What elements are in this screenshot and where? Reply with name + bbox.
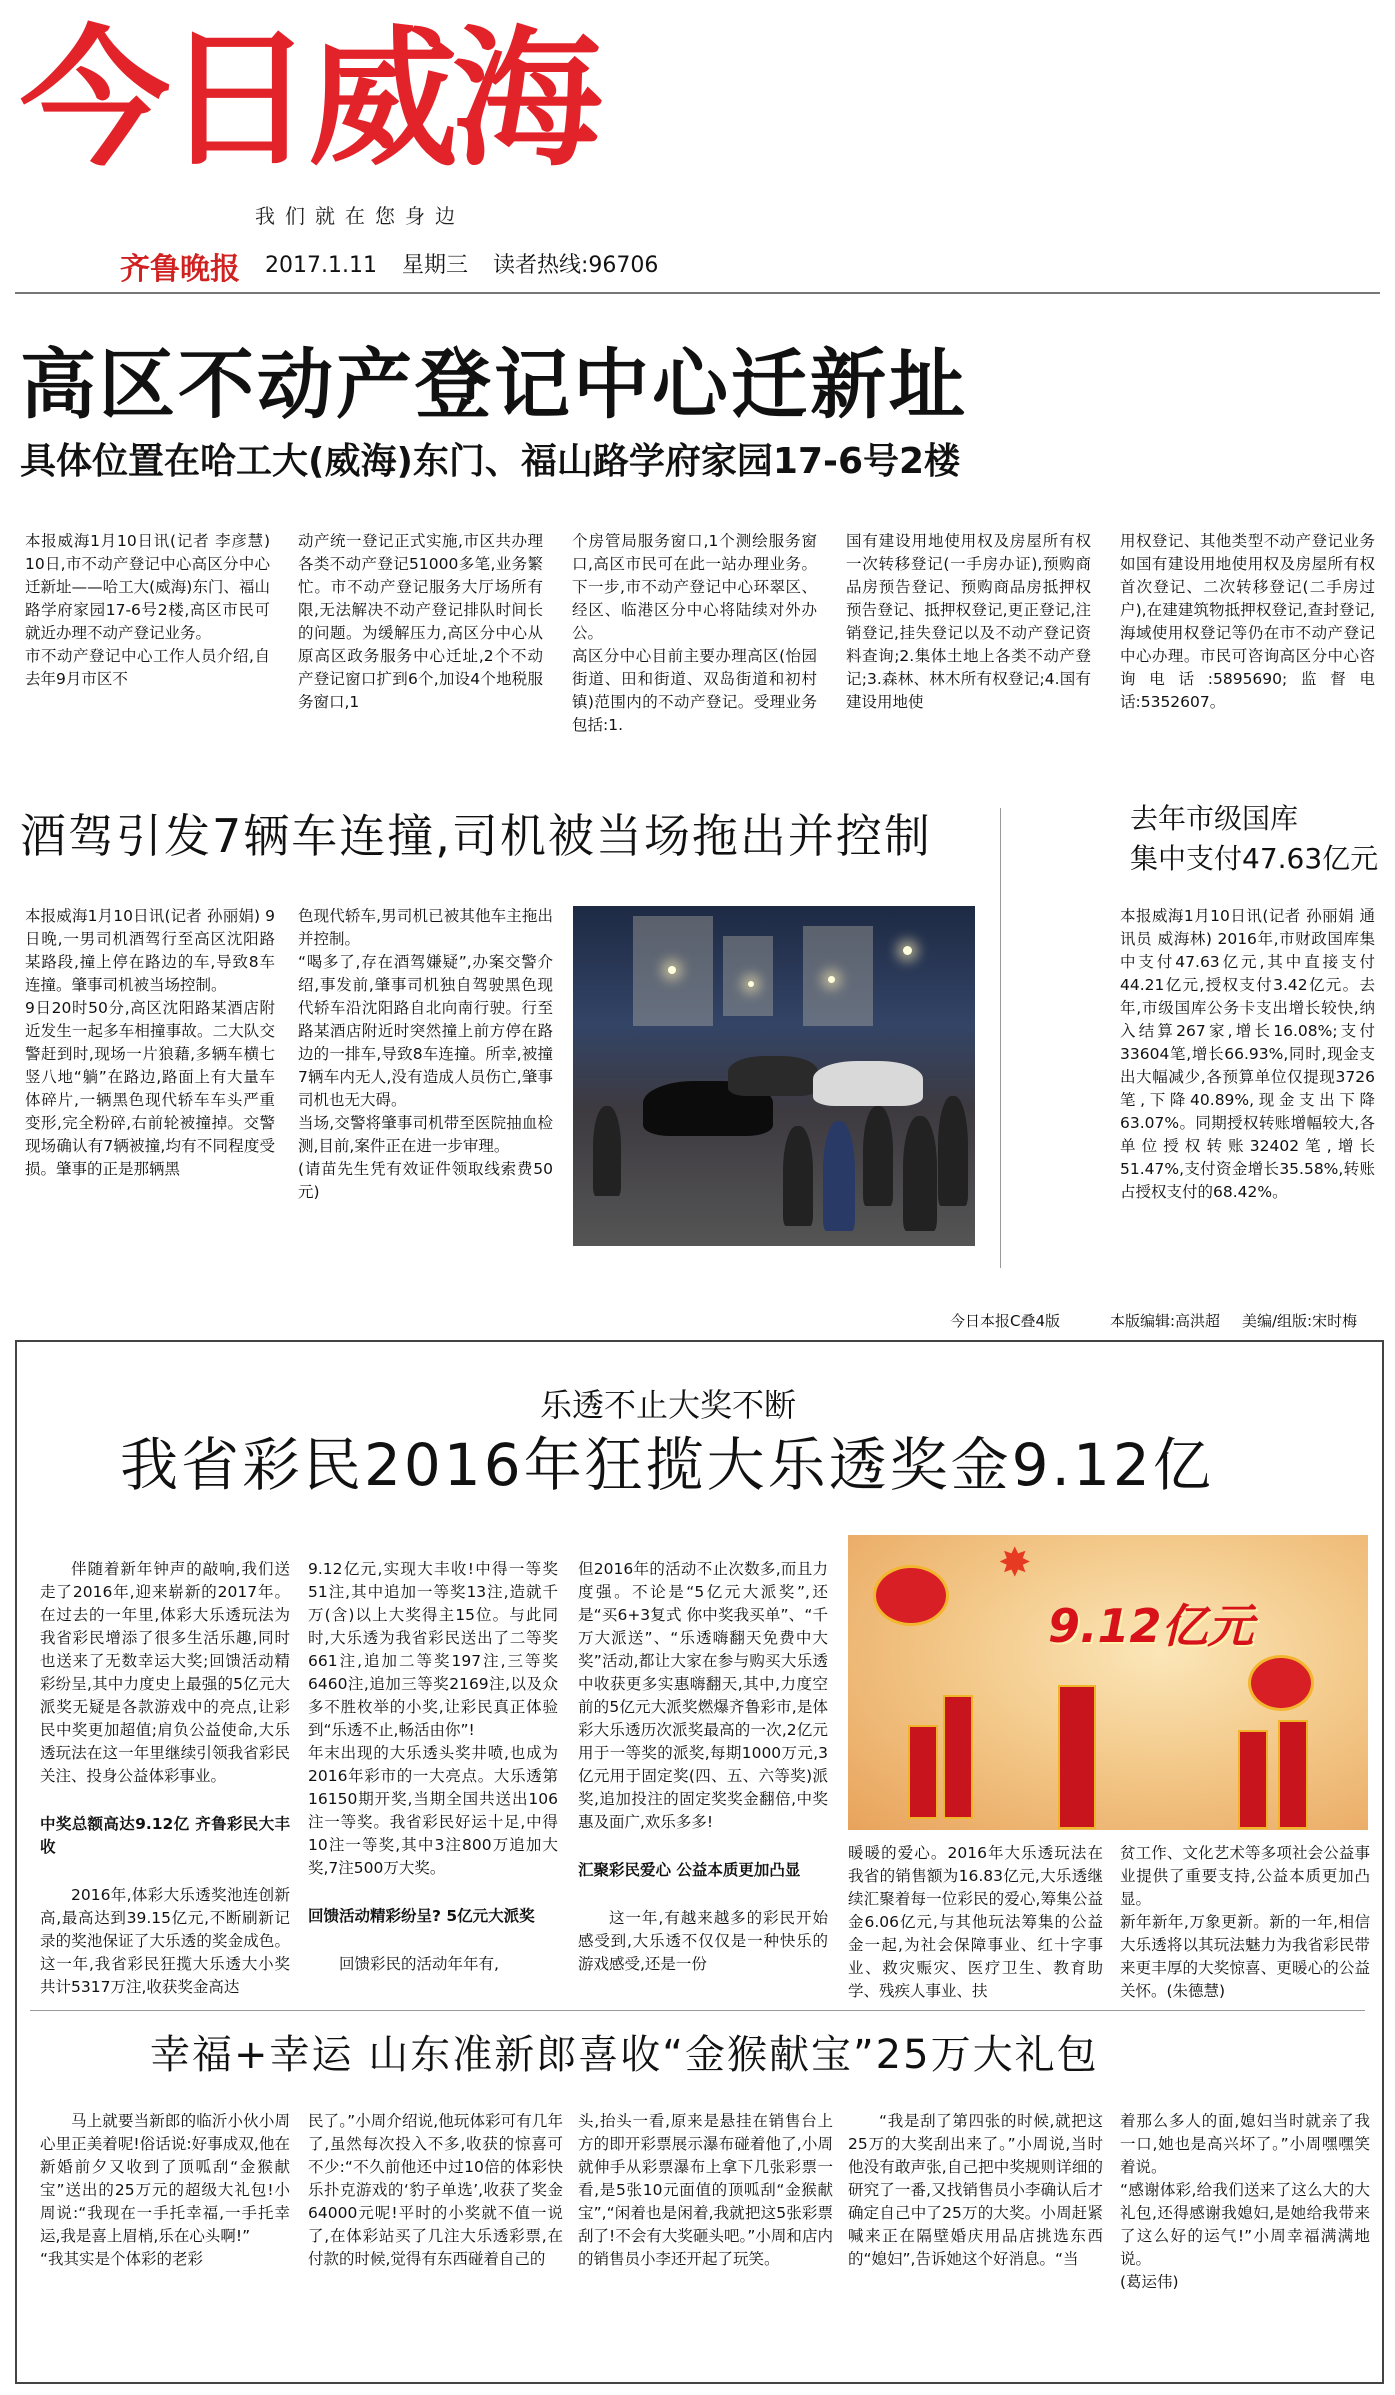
story1-column-1: 本报威海1月10日讯(记者 李彦慧) 10日,市不动产登记中心高区分中心迁新址——哈工大(威海)东门、福山路学府家园17-6号2楼,高区市民可就近办理不动产登记业务。 市不动产登记中心工作人员介绍,自去年9月市区不	[25, 532, 270, 688]
story4-col2b-text: 回馈彩民的活动年年有,	[339, 1955, 499, 1973]
issue-weekday: 星期三	[401, 253, 468, 278]
story1-column-5: 用权登记、其他类型不动产登记业务如国有建设用地使用权及房屋所有权首次登记、二次转移登记(二手房过户),在建建筑物抵押权登记,查封登记,海域使用权登记等仍在市不动产登记中心办理。市民可咨询高区分中心咨询电话:5895690;监督电话:5352607。	[1120, 532, 1375, 711]
story3-headline-line2: 集中支付47.63亿元	[1130, 842, 1379, 875]
page-reference: 今日本报C叠4版	[950, 1312, 1061, 1330]
lantern-icon	[1248, 1655, 1314, 1711]
accident-scene-photo	[573, 906, 975, 1246]
story2-column-1: 本报威海1月10日讯(记者 孙丽娟) 9日晚,一男司机酒驾行至高区沈阳路某路段,撞上停在路边的车,导致8车连撞。肇事司机被当场控制。 9日20时50分,高区沈阳路某酒店附近发生一起多车相撞事故。二大队交警赶到时,现场一片狼藉,多辆车横七竖八地“躺”在路边,路面上有大量车体碎片,一辆黑色现代轿车车头严重变形,完全粉碎,右前轮被撞掉。交警现场确认有7辆被撞,均有不同程度受损。肇事的正是那辆黑	[25, 907, 275, 1178]
firecracker-icon	[1238, 1730, 1268, 1829]
story1-headline: 高区不动产登记中心迁新址	[20, 340, 968, 429]
firecracker-icon	[908, 1725, 938, 1819]
page-editor: 本版编辑:高洪超	[1110, 1312, 1221, 1330]
story4-column-3	[578, 1535, 828, 1999]
story4-kicker: 乐透不止大奖不断	[540, 1386, 797, 1424]
firecracker-icon	[1058, 1685, 1096, 1829]
story4-col3-subhead: 汇聚彩民爱心 公益本质更加凸显	[578, 1861, 801, 1879]
story5-column-4: “我是刮了第四张的时候,就把这25万的大奖刮出来了。”小周说,当时他没有敢声张,自己把中奖规则详细的研究了一番,又找销售员小李确认后才确定自己中了25万的大奖。小周赶紧喊来正在隔壁婚庆用品店挑选东西的“媳妇”,告诉她这个好消息。“当	[848, 2112, 1103, 2268]
story4-col2-text: 9.12亿元,实现大丰收!中得一等奖51注,其中追加一等奖13注,造就千万(含)以上大奖得主15位。与此同时,大乐透为我省彩民送出了二等奖661注,追加二等奖197注,三等奖6460注,追加三等奖2169注,以及众多不胜枚举的小奖,让彩民真正体验到“乐透不止,畅活由你”! 年末出现的大乐透头奖井喷,也成为2016年彩市的一大亮点。大乐透第16150期开奖,当期全国共送出106注一等奖。我省彩民好运十足,中得10注一等奖,其中3注800万追加大奖,7注500万大奖。	[308, 1560, 558, 1877]
story4-col1b-text: 2016年,体彩大乐透奖池连创新高,最高达到39.15亿元,不断刷新记录的奖池保证了大乐透的奖金成色。这一年,我省彩民狂揽大乐透大小奖共计5317万注,收获奖金高达	[40, 1886, 290, 1996]
column-rule	[1000, 808, 1001, 1268]
masthead-divider	[15, 292, 1380, 294]
story4-col3-text: 但2016年的活动不止次数多,而且力度强。不论是“5亿元大派奖”,还是“买6+3复式 你中奖我买单”、“千万大派送”、“乐透嗨翻天免费中大奖”活动,都让大家在参与购买大乐透中收获更多实惠嗨翻天,其中,力度空前的5亿元大派奖燃爆齐鲁彩市,是体彩大乐透历次派奖最高的一次,2亿元用于一等奖的派奖,每期1000万元,3亿元用于固定奖(四、五、六等奖)派奖,追加投注的固定奖奖金翻倍,中奖惠及面广,欢乐多多!	[578, 1560, 828, 1831]
lantern-icon	[873, 1565, 949, 1626]
story4-col3b-text: 这一年,有越来越多的彩民开始感受到,大乐透不仅仅是一种快乐的游戏感受,还是一份	[578, 1909, 828, 1973]
newspaper-logo: 今日威海	[20, 13, 597, 187]
story4-headline: 我省彩民2016年狂揽大乐透奖金9.12亿	[120, 1431, 1214, 1499]
story1-column-2: 动产统一登记正式实施,市区共办理各类不动产登记51000多笔,业务繁忙。市不动产登记服务大厅场所有限,无法解决不动产登记排队时间长的问题。为缓解压力,高区分中心从原高区政务服务中心迁址,2个不动产登记窗口扩到6个,加设4个地税服务窗口,1	[298, 532, 543, 711]
lottery-amount: 9.12亿元	[1048, 1599, 1254, 1653]
story4-col1-subhead: 中奖总额高达9.12亿 齐鲁彩民大丰收	[40, 1815, 290, 1856]
firecracker-icon	[943, 1695, 973, 1819]
tagline: 我们就在您身边	[255, 204, 465, 228]
story2-column-2: 色现代轿车,男司机已被其他车主拖出并控制。 “喝多了,存在酒驾嫌疑”,办案交警介绍,事发前,肇事司机独自驾驶黑色现代轿车沿沈阳路自北向南行驶。行至路某酒店附近时突然撞上前方停在路边的一排车,导致8车连撞。所幸,被撞7辆车内无人,没有造成人员伤亡,肇事司机也无大碍。 当场,交警将肇事司机带至医院抽血检测,目前,案件正在进一步审理。 (请苗先生凭有效证件领取线索费50元)	[298, 907, 553, 1201]
story3-body: 本报威海1月10日讯(记者 孙丽娟 通讯员 威海林) 2016年,市财政国库集中支付47.63亿元,其中直接支付44.21亿元,授权支付3.42亿元。去年,市级国库公务卡支出增长较快,纳入结算267家,增长16.08%;支付33604笔,增长66.93%,同时,现金支出大幅减少,各预算单位仅提现3726笔,下降40.89%,现金支出下降63.07%。同期授权转账增幅较大,各单位授权转账32402笔,增长51.47%,支付资金增长35.58%,转账占授权支付的68.42%。	[1120, 907, 1375, 1201]
issue-date: 2017.1.11	[265, 253, 377, 278]
section-divider	[30, 2010, 1365, 2011]
story2-headline: 酒驾引发7辆车连撞,司机被当场拖出并控制	[20, 809, 932, 863]
story1-column-4: 国有建设用地使用权及房屋所有权一次转移登记(一手房办证),预购商品房预告登记、预购商品房抵押权预告登记、抵押权登记,更正登记,注销登记,挂失登记以及不动产登记资料查询;2.集体土地上各类不动产登记;3.森林、林木所有权登记;4.国有建设用地使	[846, 532, 1091, 711]
star-icon: ✸	[998, 1540, 1032, 1586]
issue-info	[265, 248, 676, 279]
story5-headline: 幸福+幸运 山东准新郎喜收“金猴献宝”25万大礼包	[150, 2032, 1099, 2078]
story4-col1-text: 伴随着新年钟声的敲响,我们送走了2016年,迎来崭新的2017年。在过去的一年里,体彩大乐透玩法为我省彩民增添了很多生活乐趣,同时也送来了无数幸运大奖;回馈活动精彩纷呈,其中力度史上最强的5亿元大派奖无疑是各款游戏中的亮点,让彩民中奖更加超值;肩负公益使命,大乐透玩法在这一年里继续引领我省彩民关注、投身公益体彩事业。	[40, 1560, 290, 1785]
paper-name: 齐鲁晚报	[120, 252, 240, 287]
story3-headline-line1: 去年市级国库	[1130, 802, 1299, 835]
story1-subhead: 具体位置在哈工大(威海)东门、福山路学府家园17-6号2楼	[20, 441, 961, 482]
story4-column-5: 贫工作、文化艺术等多项社会公益事业提供了重要支持,公益本质更加凸显。 新年新年,万象更新。新的一年,相信大乐透将以其玩法魅力为我省彩民带来更丰厚的大奖惊喜、更暖心的公益关怀。(朱德慧)	[1120, 1844, 1370, 2000]
story5-column-1: 马上就要当新郎的临沂小伙小周心里正美着呢!俗话说:好事成双,他在新婚前夕又收到了顶呱刮“金猴献宝”送出的25万元的超级大礼包!小周说:“我现在一手托幸福,一手托幸运,我是喜上眉梢,乐在心头啊!” “我其实是个体彩的老彩	[40, 2112, 290, 2268]
story5-column-5: 着那么多人的面,媳妇当时就亲了我一口,她也是高兴坏了。”小周嘿嘿笑着说。 “感谢体彩,给我们送来了这么大的大礼包,还得感谢我媳妇,是她给我带来了这么好的运气!”小周幸福满满地说。 (葛运伟)	[1120, 2112, 1370, 2291]
firecracker-icon	[1278, 1720, 1308, 1829]
story5-column-2: 民了。”小周介绍说,他玩体彩可有几年了,虽然每次投入不多,收获的惊喜可不少:“不久前他还中过10倍的体彩快乐扑克游戏的‘豹子单选’,收获了奖金64000元呢!平时的小奖就不值一说了,在体彩站买了几注大乐透彩票,在付款的时候,觉得有东西碰着自己的	[308, 2112, 563, 2268]
story4-column-2	[308, 1535, 558, 1999]
story1-column-3: 个房管局服务窗口,1个测绘服务窗口,高区市民可在此一站办理业务。下一步,市不动产登记中心环翠区、经区、临港区分中心将陆续对外办公。 高区分中心目前主要办理高区(怡园街道、田和街道、双岛街道和初村镇)范围内的不动产登记。受理业务包括:1.	[572, 532, 817, 734]
story5-column-3: 头,抬头一看,原来是悬挂在销售台上方的即开彩票展示瀑布碰着他了,小周就伸手从彩票瀑布上拿下几张彩票一看,是5张10元面值的顶呱刮“金猴献宝”,“闲着也是闲着,我就把这5张彩票刮了!不会有大奖砸头吧。”小周和店内的销售员小李还开起了玩笑。	[578, 2112, 833, 2268]
reader-hotline: 读者热线:96706	[492, 253, 659, 278]
story4-column-4: 暖暖的爱心。2016年大乐透玩法在我省的销售额为16.83亿元,大乐透继续汇聚着每一位彩民的爱心,筹集公益金6.06亿元,与其他玩法筹集的公益金一起,为社会保障事业、红十字事业、救灾赈灾、医疗卫生、教育助学、残疾人事业、扶	[848, 1844, 1103, 2000]
story4-col2-subhead: 回馈活动精彩纷呈? 5亿元大派奖	[308, 1907, 535, 1925]
lottery-promo-image	[848, 1535, 1368, 1830]
page-designer: 美编/组版:宋时梅	[1242, 1312, 1358, 1330]
story4-column-1	[40, 1535, 290, 2022]
